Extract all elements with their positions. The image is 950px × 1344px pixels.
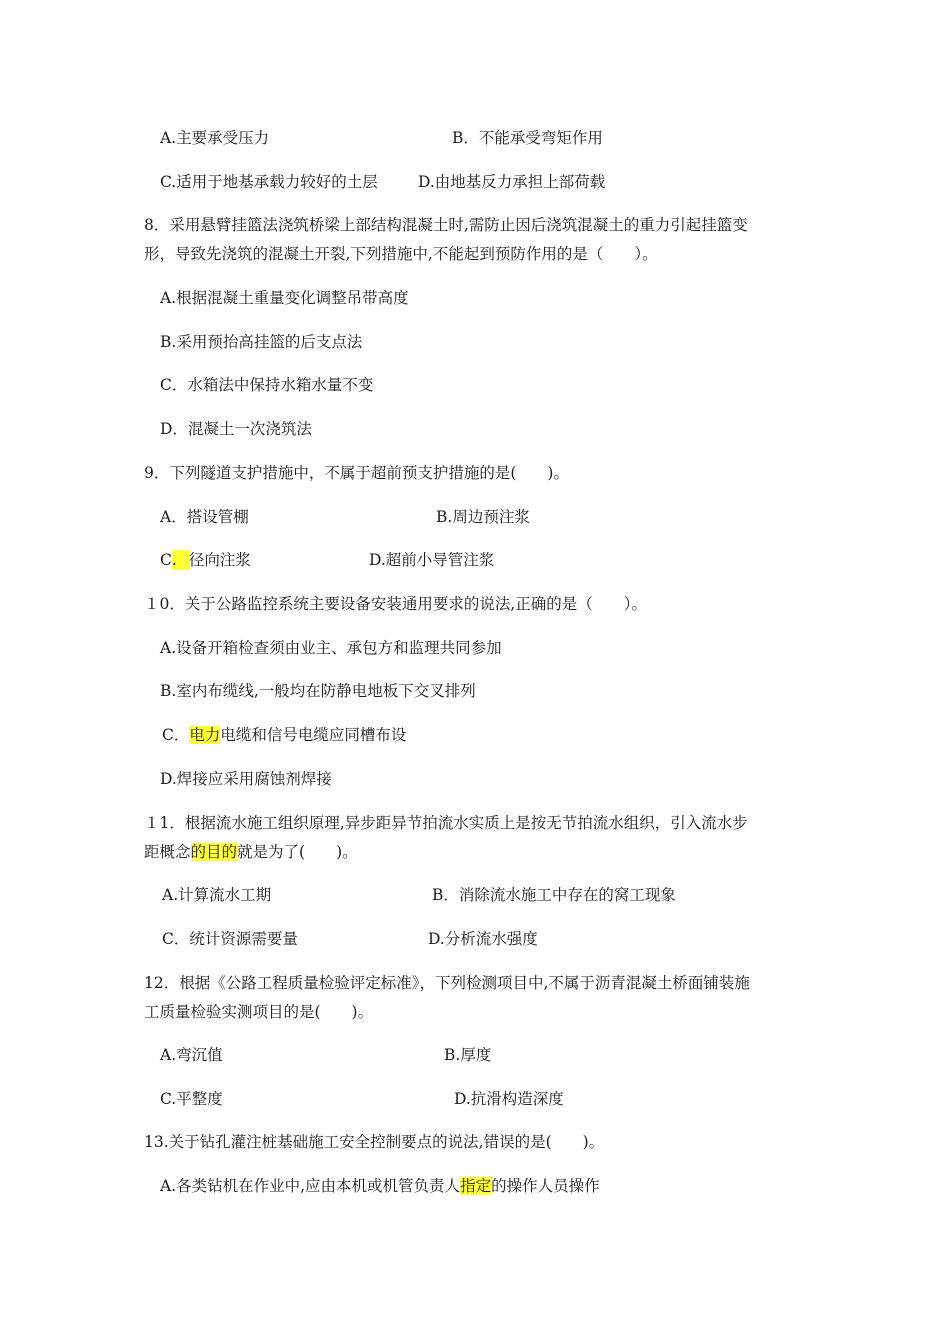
q12-stem-line2: 工质量检验实测项目的是( )。 (144, 1003, 374, 1021)
q11-option-c: C．统计资源需要量 (162, 930, 298, 948)
q11-stem-line2 (144, 842, 358, 862)
q7-option-c: C.适用于地基承载力较好的土层 (160, 173, 378, 191)
q12-stem-line1: 12．根据《公路工程质量检验评定标准》，下列检测项目中,不属于沥青混凝土桥面铺装施 (144, 974, 750, 992)
q9-option-c-highlight: . (172, 550, 189, 570)
q11-stem-line2-rest: 就是为了( )。 (237, 843, 358, 861)
q10-option-b: B.室内布缆线,一般均在防静电地板下交叉排列 (160, 682, 476, 700)
q10-option-a: A.设备开箱检查须由业主、承包方和监理共同参加 (160, 639, 502, 657)
q9-option-a: A．搭设管棚 (160, 508, 249, 526)
q13-option-a-rest: 的操作人员操作 (491, 1177, 600, 1195)
q7-option-a: A.主要承受压力 (160, 129, 270, 147)
q9-option-b: B.周边预注浆 (436, 508, 530, 526)
q9-option-c (160, 550, 251, 570)
q13-stem: 13.关于钻孔灌注桩基础施工安全控制要点的说法,错误的是( )。 (144, 1133, 605, 1151)
q8-option-b: B.采用预抬高挂篮的后支点法 (160, 333, 363, 351)
q11-stem-line2-highlight: 的目的 (190, 843, 238, 861)
q10-option-d: D.焊接应采用腐蚀剂焊接 (160, 770, 332, 788)
q12-option-d: D.抗滑构造深度 (454, 1090, 564, 1108)
q13-option-a-highlight: 指定 (460, 1177, 492, 1195)
q9-stem: 9．下列隧道支护措施中，不属于超前预支护措施的是( )。 (144, 464, 569, 482)
q10-option-c (162, 725, 406, 745)
q11-option-b: B．消除流水施工中存在的窝工现象 (432, 886, 676, 904)
q10-stem: １0．关于公路监控系统主要设备安装通用要求的说法,正确的是（ ）。 (144, 595, 648, 613)
q10-option-c-prefix: C． (162, 726, 190, 744)
q12-option-a: A.弯沉值 (160, 1046, 223, 1064)
q11-option-a: A.计算流水工期 (162, 886, 272, 904)
q12-option-b: B.厚度 (444, 1046, 492, 1064)
q13-option-a-prefix: A.各类钻机在作业中,应由本机或机管负责人 (160, 1177, 461, 1195)
q7-option-d: D.由地基反力承担上部荷载 (418, 173, 606, 191)
q7-option-b: B．不能承受弯矩作用 (452, 129, 603, 147)
q8-option-d: D．混凝土一次浇筑法 (160, 420, 312, 438)
q8-option-a: A.根据混凝土重量变化调整吊带高度 (160, 289, 409, 307)
q8-option-c: C．水箱法中保持水箱水量不变 (160, 376, 374, 394)
q9-option-c-rest: 径向注浆 (188, 551, 251, 569)
q13-option-a (160, 1176, 600, 1196)
q12-option-c: C.平整度 (160, 1090, 223, 1108)
q11-stem-line1: １1．根据流水施工组织原理,异步距异节拍流水实质上是按无节拍流水组织，引入流水步 (144, 814, 748, 832)
q11-stem-line2-prefix: 距概念 (144, 843, 191, 861)
q9-option-c-prefix: C (160, 551, 172, 569)
q11-option-d: D.分析流水强度 (428, 930, 538, 948)
q10-option-c-highlight: 电力 (189, 726, 221, 744)
q9-option-d: D.超前小导管注浆 (369, 551, 495, 569)
q10-option-c-rest: 电缆和信号电缆应同槽布设 (220, 726, 407, 744)
q8-stem-line2: 形，导致先浇筑的混凝土开裂,下列措施中,不能起到预防作用的是（ ）。 (144, 245, 658, 263)
q8-stem-line1: 8．采用悬臂挂篮法浇筑桥梁上部结构混凝土时,需防止因后浇筑混凝土的重力引起挂篮变 (144, 216, 748, 234)
